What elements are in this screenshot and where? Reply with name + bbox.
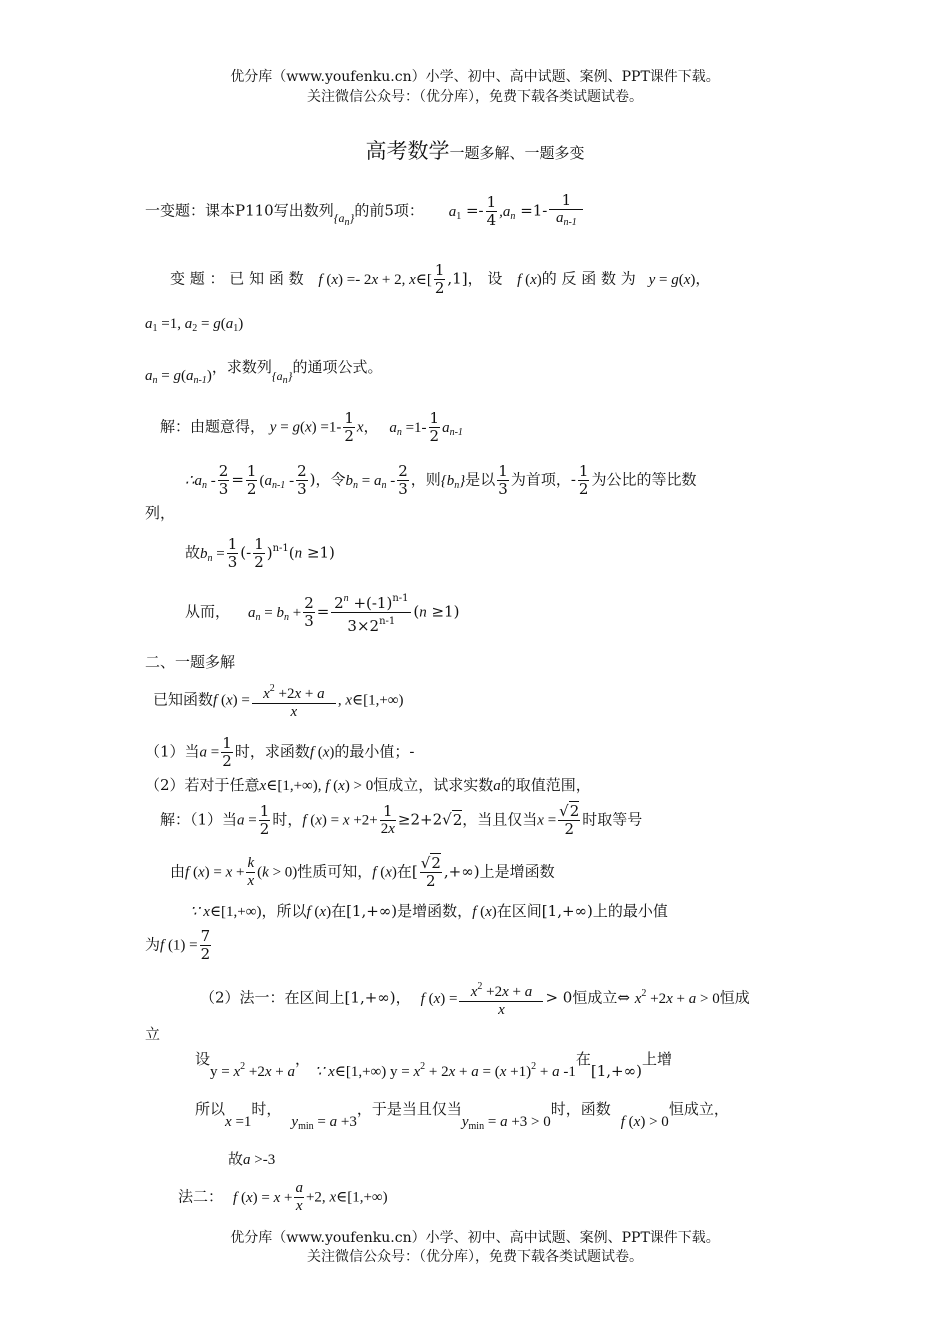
text: 故 xyxy=(185,543,201,562)
sec1-bn: 故$b_n$ = $\frac{1}{3}$ (- $\frac{1}{2}$ )$^{n-1}$(n ≥1) xyxy=(185,535,335,571)
sec2-so: 所以x =1时，$y_{min} = a +3$，于是当且仅当$y_{min} = a +3 > 0$时，函数f (x) > 0恒成立， xyxy=(195,1100,729,1132)
text: 在 xyxy=(575,1050,591,1068)
text: 从而， xyxy=(185,602,231,621)
text: 性质可知， xyxy=(297,862,373,881)
footer-line-1: 优分库（www.youfenku.cn）小学、初中、高中试题、案例、PPT课件下载。 xyxy=(230,1230,720,1246)
sec1-an: 从而， $a_n = b_n$ + $\frac{2}{3}$ = $\frac{2^n +(-1)^{n-1}}{3\times 2^{n-1}}$ (n ≥1) xyxy=(185,590,950,635)
sec1-solution: 解：由题意得， y = g(x) =1- $\frac{1}{2}$ x， $a_n =1-$ $\frac{1}{2}$ $a_{n-1}$ xyxy=(160,409,463,445)
text: 时，函数 xyxy=(550,1100,611,1118)
sec2-s2: 由f (x) = x + $\frac{k}{x}$ (k > 0)性质可知，f (x)在[ $\frac{√2}{2}$ ,+∞)上是增函数 xyxy=(170,854,555,890)
text: 的前5项： xyxy=(354,201,424,220)
text: 的 反 函 数 为 xyxy=(541,269,636,288)
title-sub: 一题多解、一题多变 xyxy=(449,144,585,162)
text: 上增 xyxy=(641,1050,672,1068)
text: 时， xyxy=(251,1100,282,1118)
sec1-variant: 变 题 ： 已 知 函 数 f (x) =- 2x + 2, x∈[ $\frac{1}{2}$ ,1]， 设 f (x)的 反 函 数 为 y = g(x)， xyxy=(170,261,711,297)
header-line-2: 关注微信公众号：（优分库），免费下载各类试题试卷。 xyxy=(307,89,643,105)
text: ，所以 xyxy=(261,902,307,920)
text: 解：（1）当 xyxy=(160,810,238,829)
text: 的通项公式。 xyxy=(292,358,383,376)
sec1-a1a2: $a_1 =1$, $a_2 = g(a_1)$ xyxy=(145,316,244,334)
sec2-s4: 为f (1) = $\frac{7}{2}$ xyxy=(145,927,211,963)
sec2-set: 设$y = x^2 +2x + a$， ∵ x∈[1,+∞) $y = x^2 + 2x + a = (x +1)^2 + a$ -1在[1,+∞)上增 xyxy=(195,1050,672,1080)
sec1-geom: $\therefore a_n$ - $\frac{2}{3}$ = $\frac{1}{2}$ ($a_{n-1}$ - $\frac{2}{3}$ )，令$b_n = a_n$ - $\frac{2}{3}$ ，则$\{b_n\}$是以 $\frac{1}{3}$ 为首项，- $\frac{1}{2}$ 为公比的等比数 xyxy=(185,462,697,498)
text: 变 题 ： 已 知 函 数 xyxy=(170,269,304,288)
text: 为首项， xyxy=(510,470,571,489)
page-title xyxy=(0,135,950,165)
text: 时，求函数 xyxy=(234,742,310,761)
text: ， xyxy=(395,988,411,1007)
text: 一变题：课本P110写出数列 xyxy=(145,201,334,220)
text: 在 xyxy=(396,862,412,881)
text: 恒成立，试求实数 xyxy=(373,776,494,794)
text: （1）当 xyxy=(145,742,200,761)
sec2-m1: （2）法一：在区间上[1,+∞)， f (x) = $\frac{x^2 +2x + a}{x}$ > 0恒成立⇔ $x^2 +2x + a > 0$恒成 xyxy=(200,978,950,1019)
text: ，求数列 xyxy=(211,358,272,376)
text: 法二： xyxy=(178,1187,224,1206)
sec2-gu: 故a >-3 xyxy=(228,1150,276,1168)
text: 恒成立， xyxy=(668,1100,729,1118)
text: 设 xyxy=(195,1050,211,1068)
sec2-q2: （2）若对于任意x∈[1,+∞), f (x) > 0恒成立，试求实数a的取值范围， xyxy=(145,776,591,794)
text: 的最小值；- xyxy=(334,742,415,761)
text: 时取等号 xyxy=(582,810,643,829)
sec2-m2: 法二： f (x) = x + $\frac{a}{x}$ +2, x∈[1,+∞) xyxy=(178,1180,388,1214)
text: 上是增函数 xyxy=(479,862,555,881)
text: 由 xyxy=(170,862,186,881)
text: 是以 xyxy=(465,470,496,489)
text: ， 设 xyxy=(467,269,503,288)
sec1-intro: 一变题：课本P110写出数列$_{\{a_n\}}$的前5项： $a_1$ =- $\frac{1}{4}$ $,a_n =1-$ $\frac{1}{a_{n-1}}$ xyxy=(145,192,950,231)
text: 在区间 xyxy=(496,902,542,920)
sec2-s1: 解：（1）当a = $\frac{1}{2}$ 时，f (x) = x +2+ $\frac{1}{2x}$ ≥2+2√2，当且仅当x = $\frac{√2}{2}$ 时取等号 xyxy=(160,802,643,838)
text: （2）若对于任意 xyxy=(145,776,260,794)
text: 上的最小值 xyxy=(592,902,668,920)
text: 是增函数， xyxy=(397,902,473,920)
text: 已知函数 xyxy=(153,690,214,709)
text: ，当且仅当 xyxy=(462,810,538,829)
text: （2）法一：在区间上 xyxy=(200,988,345,1007)
sec2-heading: 二、一题多解 xyxy=(145,653,236,671)
text: 所以 xyxy=(195,1100,226,1118)
footer-line-2: 关注微信公众号：（优分库），免费下载各类试题试卷。 xyxy=(307,1249,643,1265)
sec2-li: 立 xyxy=(145,1025,161,1043)
text: ，令 xyxy=(315,470,346,489)
text: 为 xyxy=(145,935,161,954)
title-main: 高考数学 xyxy=(365,139,450,163)
sec2-given: 已知函数f (x) = $\frac{x^2 +2x + a}{x}$ , x∈[1,+∞) xyxy=(153,680,950,721)
header-line-1: 优分库（www.youfenku.cn）小学、初中、高中试题、案例、PPT课件下载。 xyxy=(230,69,720,85)
sec2-q1: （1）当a = $\frac{1}{2}$ 时，求函数f (x)的最小值；- xyxy=(145,734,415,770)
text: 时， xyxy=(272,810,303,829)
text: 恒成 xyxy=(719,988,750,1007)
text: 恒成立 xyxy=(572,988,618,1007)
text: ，则 xyxy=(410,470,441,489)
text: 故 xyxy=(228,1150,244,1168)
sec1-lie: 列， xyxy=(145,504,176,522)
text: 解：由题意得， xyxy=(160,417,266,436)
sec2-s3: ∵ x∈[1,+∞)，所以f (x)在[1,+∞)是增函数，f (x)在区间[1,+∞)上的最小值 xyxy=(190,902,668,920)
text: 在 xyxy=(331,902,347,920)
text: ，于是当且仅当 xyxy=(356,1100,462,1118)
sec1-recur: $a_n = g(a_{n-1})$，求数列$_{\{a_n\}}$的通项公式。 xyxy=(145,358,383,386)
text: 为公比的等比数 xyxy=(591,470,697,489)
text: 的取值范围， xyxy=(500,776,591,794)
